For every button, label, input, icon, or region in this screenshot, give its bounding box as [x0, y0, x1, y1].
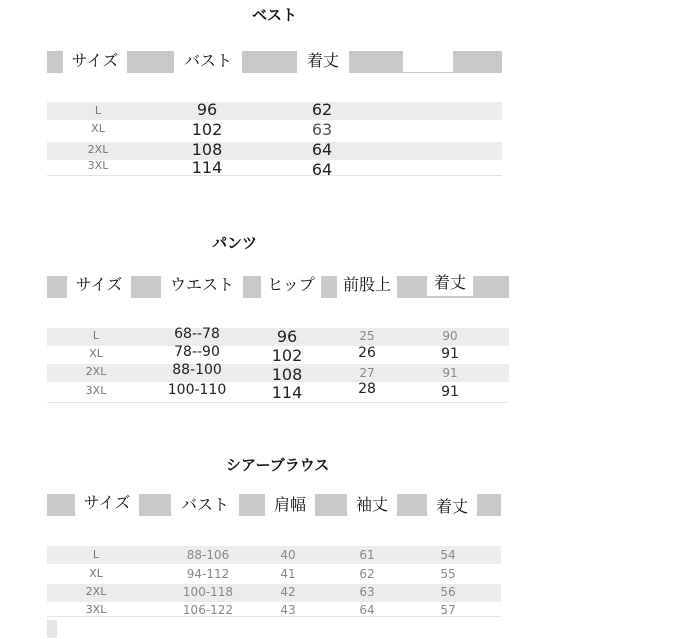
hip-cell: 102 [271, 346, 303, 365]
length-cell: 57 [440, 603, 456, 617]
rise-cell: 28 [358, 381, 376, 397]
size-cell: L [92, 548, 100, 561]
size-cell: 3XL [85, 603, 107, 616]
bust-cell: 96 [196, 100, 218, 119]
bust-cell: 102 [191, 120, 223, 139]
pants-header-rise: 前股上 [337, 272, 397, 298]
blouse-header-shoulder: 肩幅 [265, 492, 315, 518]
pants-header-hip: ヒップ [261, 272, 321, 298]
blouse-corner-block [47, 620, 57, 638]
size-cell: 2XL [87, 143, 109, 156]
vest-header-bust: バスト [174, 48, 242, 74]
bust-cell: 100-118 [182, 585, 234, 599]
bust-cell: 94-112 [186, 567, 230, 581]
size-cell: XL [89, 347, 103, 360]
vest-title: ベスト [252, 6, 298, 24]
shoulder-cell: 40 [280, 548, 296, 562]
waist-cell: 68--78 [174, 326, 220, 342]
length-cell: 55 [440, 567, 456, 581]
length-cell: 91 [441, 346, 459, 362]
size-cell: 2XL [85, 365, 107, 378]
vest-stripe [47, 102, 502, 120]
length-cell: 62 [311, 100, 333, 119]
blouse-title: シアーブラウス [226, 456, 330, 474]
hip-cell: 96 [276, 327, 298, 346]
waist-cell: 78--90 [174, 344, 220, 360]
bust-cell: 108 [191, 140, 223, 159]
pants-header-size: サイズ [67, 272, 131, 298]
pants-header-waist: ウエスト [161, 272, 243, 298]
vest-header-length: 着丈 [297, 48, 349, 74]
blouse-header-length: 着丈 [427, 494, 477, 520]
vest-header-size: サイズ [63, 48, 127, 74]
hip-cell: 108 [271, 365, 303, 384]
bust-cell: 114 [191, 158, 223, 177]
bust-cell: 106-122 [182, 603, 234, 617]
size-cell: 3XL [87, 159, 109, 172]
blouse-header-size: サイズ [75, 490, 139, 516]
size-cell: XL [91, 122, 105, 135]
blouse-header-sleeve: 袖丈 [347, 492, 397, 518]
rise-cell: 27 [359, 366, 375, 380]
shoulder-cell: 42 [280, 585, 296, 599]
blouse-header-bust: バスト [171, 492, 239, 518]
size-cell: L [92, 329, 100, 342]
shoulder-cell: 43 [280, 603, 296, 617]
length-cell: 56 [440, 585, 456, 599]
length-cell: 90 [442, 329, 458, 343]
pants-header-length: 着丈 [427, 270, 473, 296]
pants-table [47, 272, 509, 408]
sleeve-cell: 63 [359, 585, 375, 599]
length-cell: 91 [442, 366, 458, 380]
vest-table [47, 48, 502, 183]
shoulder-cell: 41 [280, 567, 296, 581]
vest-header-blank [403, 50, 453, 72]
waist-cell: 100-110 [167, 382, 227, 398]
rise-cell: 25 [359, 329, 375, 343]
sleeve-cell: 64 [359, 603, 375, 617]
size-cell: 2XL [85, 585, 107, 598]
vest-stripe [47, 142, 502, 160]
sleeve-cell: 61 [359, 548, 375, 562]
vest-bottom-line [47, 175, 502, 176]
size-cell: L [94, 104, 102, 117]
length-cell: 64 [311, 140, 333, 159]
hip-cell: 114 [271, 383, 303, 402]
pants-title: パンツ [212, 234, 258, 252]
pants-bottom-line [47, 402, 509, 403]
size-cell: XL [89, 567, 103, 580]
sleeve-cell: 62 [359, 567, 375, 581]
length-cell: 54 [440, 548, 456, 562]
size-cell: 3XL [85, 384, 107, 397]
length-cell: 63 [311, 120, 333, 139]
waist-cell: 88-100 [172, 362, 222, 378]
length-cell: 91 [441, 384, 459, 400]
blouse-table [47, 490, 501, 638]
rise-cell: 26 [358, 345, 376, 361]
length-cell: 64 [311, 160, 333, 179]
bust-cell: 88-106 [186, 548, 230, 562]
